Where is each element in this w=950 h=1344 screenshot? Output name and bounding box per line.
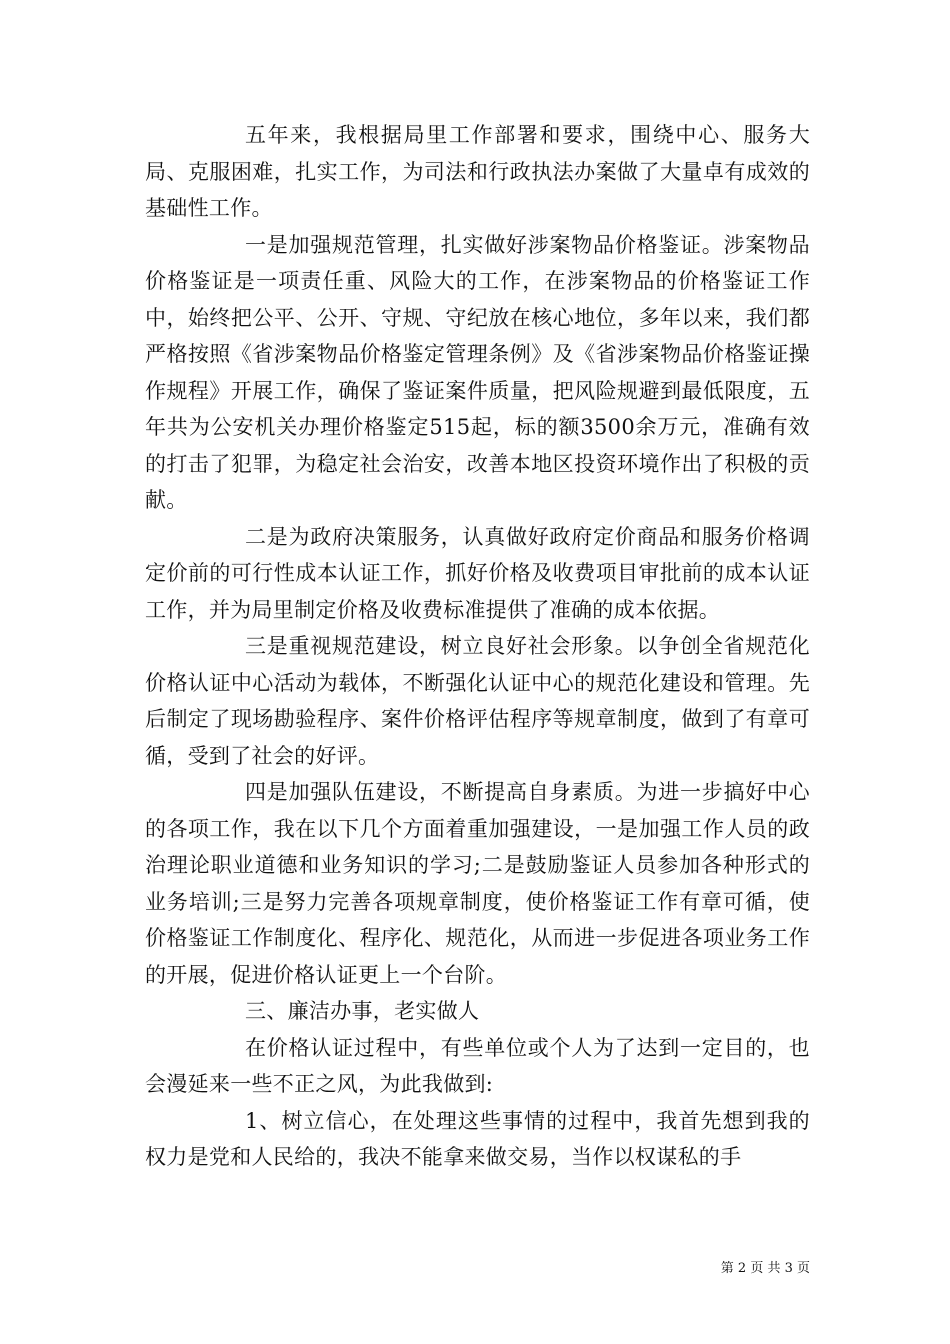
paragraph-section-intro: 在价格认证过程中，有些单位或个人为了达到一定目的，也会漫延来一些不正之风，为此我做到: <box>145 1035 810 1096</box>
document-body <box>145 117 810 1176</box>
paragraph-intro: 五年来，我根据局里工作部署和要求，围绕中心、服务大局、克服困难，扎实工作，为司法和行政执法办案做了大量卓有成效的基础性工作。 <box>145 123 810 220</box>
paragraph-item-one: 1、树立信心，在处理这些事情的过程中，我首先想到我的权力是党和人民给的，我决不能拿来做交易，当作以权谋私的手 <box>145 1108 810 1169</box>
page-number-footer: 第 2 页 共 3 页 <box>720 1261 810 1276</box>
section-heading: 三、廉洁办事，老实做人 <box>245 999 480 1023</box>
paragraph-point-three: 三是重视规范建设，树立良好社会形象。以争创全省规范化价格认证中心活动为载体，不断强化认证中心的规范化建设和管理。先后制定了现场勘验程序、案件价格评估程序等规章制度，做到了有章可循，受到了社会的好评。 <box>145 634 810 768</box>
paragraph-point-one: 一是加强规范管理，扎实做好涉案物品价格鉴证。涉案物品价格鉴证是一项责任重、风险大的工作，在涉案物品的价格鉴证工作中，始终把公平、公开、守规、守纪放在核心地位，多年以来，我们都严格按照《省涉案物品价格鉴定管理条例》及《省涉案物品价格鉴证操作规程》开展工作，确保了鉴证案件质量，把风险规避到最低限度，五年共为公安机关办理价格鉴定515起，标的额3500余万元，准确有效的打击了犯罪，为稳定社会治安，改善本地区投资环境作出了积极的贡献。 <box>145 232 810 512</box>
paragraph-point-four: 四是加强队伍建设，不断提高自身素质。为进一步搞好中心的各项工作，我在以下几个方面着重加强建设，一是加强工作人员的政治理论职业道德和业务知识的学习;二是鼓励鉴证人员参加各种形式的业务培训;三是努力完善各项规章制度，使价格鉴证工作有章可循，使价格鉴证工作制度化、程序化、规范化，从而进一步促进各项业务工作的开展，促进价格认证更上一个台阶。 <box>145 780 810 987</box>
paragraph-point-two: 二是为政府决策服务，认真做好政府定价商品和服务价格调定价前的可行性成本认证工作，抓好价格及收费项目审批前的成本认证工作，并为局里制定价格及收费标准提供了准确的成本依据。 <box>145 524 810 622</box>
